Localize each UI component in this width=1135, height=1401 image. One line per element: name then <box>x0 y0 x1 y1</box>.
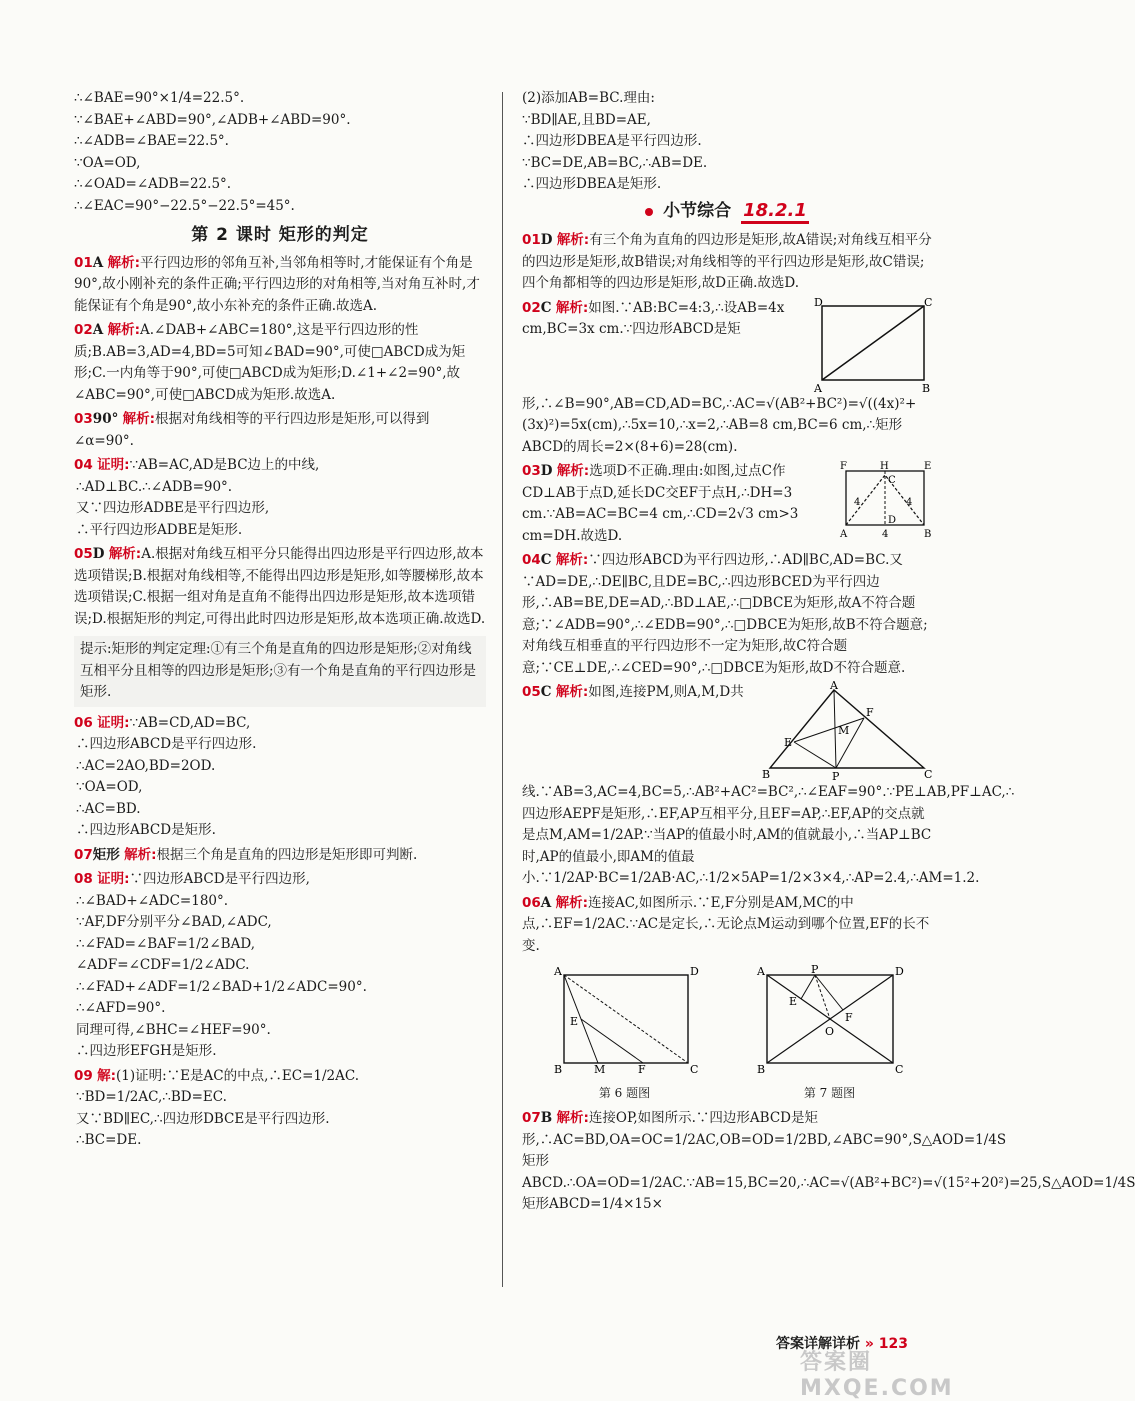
label-a: A <box>553 965 562 978</box>
footer-label: 答案详解详析 <box>776 1336 860 1352</box>
solution-line: ∵∠BAE+∠ABD=90°,∠ADB+∠ABD=90°. <box>74 111 351 128</box>
rectangle-figure <box>814 295 933 395</box>
pe-line <box>794 742 836 768</box>
item-answer: 矩形 <box>92 846 120 863</box>
item-tag: 解析: <box>122 411 156 427</box>
item-number: 05 <box>74 546 93 562</box>
label-a: A <box>830 679 838 692</box>
item-number: 02 <box>74 322 93 338</box>
diagonal-line <box>822 306 924 380</box>
solution-line: ∴平行四边形ADBE是矩形. <box>76 521 243 538</box>
item-answer: 90° <box>92 411 119 427</box>
item-number: 07 <box>74 846 93 863</box>
item-tag: 解析: <box>107 322 140 338</box>
solution-line: ∵AF,DF分别平分∠BAD,∠ADC, <box>76 914 272 930</box>
item-text: 如图,连接PM,则A,M,D共线.∵AB=3,AC=4,BC=5,∴AB²+AC²=BC²,∴∠EAF=90°.∵PE⊥AB,PF⊥AC,∴四边形AEPF是矩形,∴EF,AP互相平分,且EF=AP,∴EF,AP的交点就是点M,AM=1/2AP.∵当AP的值最小时,AM的值就最小,∴当AP⊥BC时,AP的值最小,即AM的值最小.∵1/2AP·BC=1/2AB·AC,∴1/2×5AP=1/2×3×4,∴AP=2.4,∴AM=1.2. <box>522 684 1015 886</box>
item-number: 05 <box>522 684 541 700</box>
label-e: E <box>788 995 797 1008</box>
item-answer: D <box>540 232 553 248</box>
label-a: A <box>840 529 848 540</box>
item-answer: B <box>540 1110 553 1126</box>
label-d: D <box>814 295 823 309</box>
item-text: 选项D不正确.理由:如图,过点C作CD⊥AB于点D,延长DC交EF于点H,∴DH=3 cm.∵AB=AC=BC=4 cm,∴CD=2√3 cm>3 cm=DH.故选D. <box>522 463 799 544</box>
item-number: 08 <box>74 871 93 887</box>
item-number: 07 <box>522 1110 541 1126</box>
solution-line: ∴∠OAD=∠ADB=22.5°. <box>74 176 232 192</box>
item-answer: C <box>540 684 552 700</box>
figure-7-diagram <box>755 965 905 1075</box>
tip-box: 提示:矩形的判定定理:①有三个角是直角的四边形是矩形;②对角线互相平分且相等的四边形是矩形;③有一个角是直角的平行四边形是矩形. <box>74 636 486 707</box>
item-text: 根据对角线相等的平行四边形是矩形,可以得到∠α=90°. <box>74 411 430 449</box>
item-text: A.根据对角线互相平分只能得出四边形是平行四边形,故本选项错误;B.根据对角线相等,不能得出四边形是矩形,如等腰梯形,故本选项错误;C.根据一组对角是直角不能得出四边形是矩形,故本选项错误;D.根据矩形的判定,可得出此时四边形是矩形,故本选项正确.故选D. <box>74 546 486 627</box>
page-number: 123 <box>878 1336 909 1352</box>
label-a: A <box>814 381 822 395</box>
answer-item <box>74 253 486 318</box>
label-d: D <box>689 965 699 978</box>
item-tag: 解析: <box>555 894 588 911</box>
item-number: 06 <box>74 714 93 731</box>
item-text: 连接AC,如图所示.∵E,F分别是AM,MC的中点,∴EF=1/2AC.∵AC是定长,∴无论点M运动到哪个位置,EF的长不变. <box>522 894 930 954</box>
figure-6 <box>550 965 700 1104</box>
label-h: H <box>880 461 889 472</box>
answer-item <box>74 1066 486 1152</box>
solution-line: ∴∠BAD+∠ADC=180°. <box>76 892 229 909</box>
answer-item <box>522 550 932 679</box>
label-c: C <box>894 1063 903 1076</box>
label-b: B <box>762 768 771 781</box>
item-tag: 解析: <box>124 846 157 863</box>
ef-line <box>794 718 864 742</box>
label-b: B <box>924 529 932 540</box>
solution-line: ∴四边形EFGH是矩形. <box>76 1043 217 1059</box>
label-c: C <box>924 768 933 781</box>
bullet-icon <box>645 208 653 216</box>
label-d: D <box>894 965 904 978</box>
item-tag: 证明: <box>97 871 130 887</box>
item-answer: D <box>540 463 553 479</box>
figure-6-diagram <box>550 965 700 1075</box>
item-answer: A <box>92 254 104 271</box>
answer-item <box>74 544 486 630</box>
item-tag: 解: <box>97 1067 116 1084</box>
ef-line <box>581 1019 643 1063</box>
item-number: 01 <box>74 254 93 271</box>
right-column <box>522 88 1135 1216</box>
item-text: 连接OP,如图所示.∵四边形ABCD是矩形,∴AC=BD,OA=OC=1/2AC,OB=OD=1/2BD,∠ABC=90°,S△AOD=1/4S矩形ABCD.∴OA=OD=1/2AC.∵AB=15,BC=20,∴AC=√(AB²+BC²)=√(15²+20²)=25,S△AOD=1/4S矩形ABCD=1/4×15× <box>522 1110 1135 1212</box>
solution-line: ∵BD∥AE,且BD=AE, <box>522 111 651 128</box>
figure-7-caption: 第 7 题图 <box>803 1085 856 1100</box>
item-answer: A <box>540 894 552 911</box>
answer-item <box>522 461 932 547</box>
label-f: F <box>866 706 874 719</box>
label-d: D <box>888 515 897 526</box>
label-p: P <box>832 770 840 783</box>
summary-code: 18.2.1 <box>741 200 809 225</box>
item-number: 06 <box>522 894 541 911</box>
solution-line: ∴BC=DE. <box>76 1132 142 1148</box>
op-dashed-line <box>815 975 830 1019</box>
summary-header <box>522 200 932 225</box>
solution-line: ∴∠BAE=90°×1/4=22.5°. <box>74 90 245 106</box>
solution-line: ∴四边形DBEA是平行四边形. <box>522 133 702 149</box>
solution-line: ∴AD⊥BC.∴∠ADB=90°. <box>76 478 233 495</box>
item-tag: 解析: <box>555 684 589 700</box>
label-4-left: 4 <box>854 497 861 508</box>
triangle-in-rectangle-figure <box>840 461 932 539</box>
item-text: 有三个角为直角的四边形是矩形,故A错误;对角线互相平分的四边形是矩形,故B错误;对角线相等的平行四边形是矩形,故C错误;四个角都相等的四边形是矩形,故D正确.故选D. <box>522 232 932 291</box>
label-o: O <box>824 1025 834 1038</box>
solution-line: 又∵BD∥EC,∴四边形DBCE是平行四边形. <box>76 1110 330 1127</box>
solution-line: ∵BC=DE,AB=BC,∴AB=DE. <box>522 154 708 171</box>
solution-line: ∴AC=BD. <box>76 800 141 817</box>
column-divider <box>502 92 503 1287</box>
figure-7 <box>755 965 905 1104</box>
item-text: ∵四边形ABCD是平行四边形, <box>129 871 310 887</box>
solution-line: ∠ADF=∠CDF=1/2∠ADC. <box>76 957 250 973</box>
item-answer: D <box>92 546 105 562</box>
item-number: 01 <box>522 232 541 248</box>
label-e: E <box>569 1015 578 1028</box>
solution-line: ∵OA=OD, <box>76 779 143 795</box>
figure-6-caption: 第 6 题图 <box>598 1085 651 1100</box>
answer-item <box>522 893 932 958</box>
label-b: B <box>553 1063 562 1076</box>
pe-line <box>801 975 815 999</box>
label-c: C <box>924 295 933 309</box>
label-b: B <box>922 381 931 395</box>
item-tag: 解析: <box>556 232 590 248</box>
item-answer: C <box>540 299 552 316</box>
label-c: C <box>689 1063 698 1076</box>
label-m: M <box>593 1063 605 1076</box>
item-text: 平行四边形的邻角互补,当邻角相等时,才能保证有个角是90°,故小刚补充的条件正确;平行四边形的对角相等,当对角互补时,才能保证有个角是90°,故小东补充的条件正确.故选A. <box>74 254 480 314</box>
label-e: E <box>924 461 932 472</box>
answer-item <box>74 869 486 1063</box>
item-number: 03 <box>74 411 93 427</box>
item-text: A.∠DAB+∠ABC=180°,这是平行四边形的性质;B.AB=3,AD=4,BD=5可知∠BAD=90°,可使□ABCD成为矩形;C.一内角等于90°,可使□ABCD成为矩形;D.∠1+∠2=90°,故∠ABC=90°,可使□ABCD成为矩形.故选A. <box>74 322 466 403</box>
solution-line: ∴四边形ABCD是平行四边形. <box>76 736 257 752</box>
label-f: F <box>840 461 847 472</box>
pf-line <box>815 975 843 1010</box>
item-answer: C <box>540 552 552 568</box>
item-text: ∵AB=CD,AD=BC, <box>129 714 251 731</box>
answer-item <box>522 1108 1135 1216</box>
answer-item <box>74 320 486 406</box>
solution-line: ∵BD=1/2AC,∴BD=EC. <box>76 1089 227 1105</box>
label-b: B <box>756 1063 765 1076</box>
answer-item <box>522 295 933 459</box>
item-tag: 解析: <box>555 299 589 316</box>
figure-row <box>522 965 932 1104</box>
label-4-right: 4 <box>906 497 913 508</box>
solution-line: ∴∠ADB=∠BAE=22.5°. <box>74 133 229 149</box>
item-tag: 解析: <box>556 463 590 479</box>
item-text: ∵AB=AC,AD是BC边上的中线, <box>129 457 320 473</box>
summary-title: 小节综合 <box>663 201 732 221</box>
item-text: ∵四边形ABCD为平行四边形,∴AD∥BC,AD=BC.又∵AD=DE,∴DE∥BC,且DE=BC,∴四边形BCED为平行四边形,∴AB=BE,DE=AD,∴BD⊥AE,∴□DBCE为矩形,故A不符合题意;∵∠ADB=90°,∴∠EDB=90°,∴□DBCE为矩形,故B不符合题意;对角线互相垂直的平行四边形不一定为矩形,故C符合题意;∵CE⊥DE,∴∠CED=90°,∴□DBCE为矩形,故D不符合题意. <box>522 552 928 676</box>
solution-line: ∴四边形ABCD是矩形. <box>76 822 216 838</box>
label-f: F <box>637 1063 646 1076</box>
item-tag: 解析: <box>556 1110 589 1126</box>
item-text: (1)证明:∵E是AC的中点,∴EC=1/2AC. <box>116 1067 360 1084</box>
ap-line <box>834 690 836 768</box>
watermark: 答案圈 MXQE.COM <box>800 1350 954 1401</box>
answer-item <box>74 455 486 541</box>
label-m: M <box>838 724 850 737</box>
section-title: 第 2 课时 矩形的判定 <box>191 225 369 245</box>
item-tag: 解析: <box>555 552 589 568</box>
item-number: 03 <box>522 463 541 479</box>
label-4-bottom: 4 <box>882 529 889 540</box>
footer-arrow: » <box>864 1336 874 1352</box>
label-p: P <box>810 963 818 976</box>
item-tag: 证明: <box>97 457 130 473</box>
item-number: 04 <box>522 552 541 568</box>
solution-line: 同理可得,∠BHC=∠HEF=90°. <box>76 1021 271 1038</box>
label-a: A <box>756 965 765 978</box>
solution-line: (2)添加AB=BC.理由: <box>522 90 655 106</box>
solution-line: 又∵四边形ADBE是平行四边形, <box>76 500 270 516</box>
left-column <box>74 88 486 1152</box>
item-number: 09 <box>74 1067 93 1084</box>
answer-item <box>74 845 486 867</box>
item-tag: 解析: <box>107 254 140 271</box>
item-tag: 解析: <box>108 546 142 562</box>
answer-item <box>522 679 1015 890</box>
item-number: 04 <box>74 457 93 473</box>
solution-line: ∴∠FAD+∠ADF=1/2∠BAD+1/2∠ADC=90°. <box>76 978 367 995</box>
item-tag: 证明: <box>97 714 130 731</box>
label-e: E <box>784 736 793 749</box>
answer-item <box>74 409 486 452</box>
solution-line: ∴∠AFD=90°. <box>76 1000 166 1016</box>
answer-item <box>522 230 932 295</box>
item-text: 根据三个角是直角的四边形是矩形即可判断. <box>156 846 418 863</box>
solution-line: ∴∠EAC=90°−22.5°−22.5°=45°. <box>74 197 295 214</box>
label-c: C <box>888 475 896 486</box>
solution-line: ∵OA=OD, <box>74 154 141 171</box>
answer-item <box>74 713 486 842</box>
right-triangle-figure <box>760 679 933 783</box>
item-number: 02 <box>522 299 541 316</box>
solution-line: ∴AC=2AO,BD=2OD. <box>76 757 216 774</box>
item-text: 如图.∵AB:BC=4:3,∴设AB=4x cm,BC=3x cm.∵四边形ABCD是矩形,∴∠B=90°,AB=CD,AD=BC,∴AC=√(AB²+BC²)=√((4x)²+(3x)²)=5x(cm),∴5x=10,∴x=2,∴AB=8 cm,BC=6 cm,∴矩形ABCD的周长=2×(8+6)=28(cm). <box>522 299 917 455</box>
solution-line: ∴∠FAD=∠BAF=1/2∠BAD, <box>76 935 255 952</box>
ac-dashed-line <box>564 975 688 1063</box>
solution-line: ∴四边形DBEA是矩形. <box>522 176 662 192</box>
label-f: F <box>844 1011 853 1024</box>
item-answer: A <box>92 322 104 338</box>
